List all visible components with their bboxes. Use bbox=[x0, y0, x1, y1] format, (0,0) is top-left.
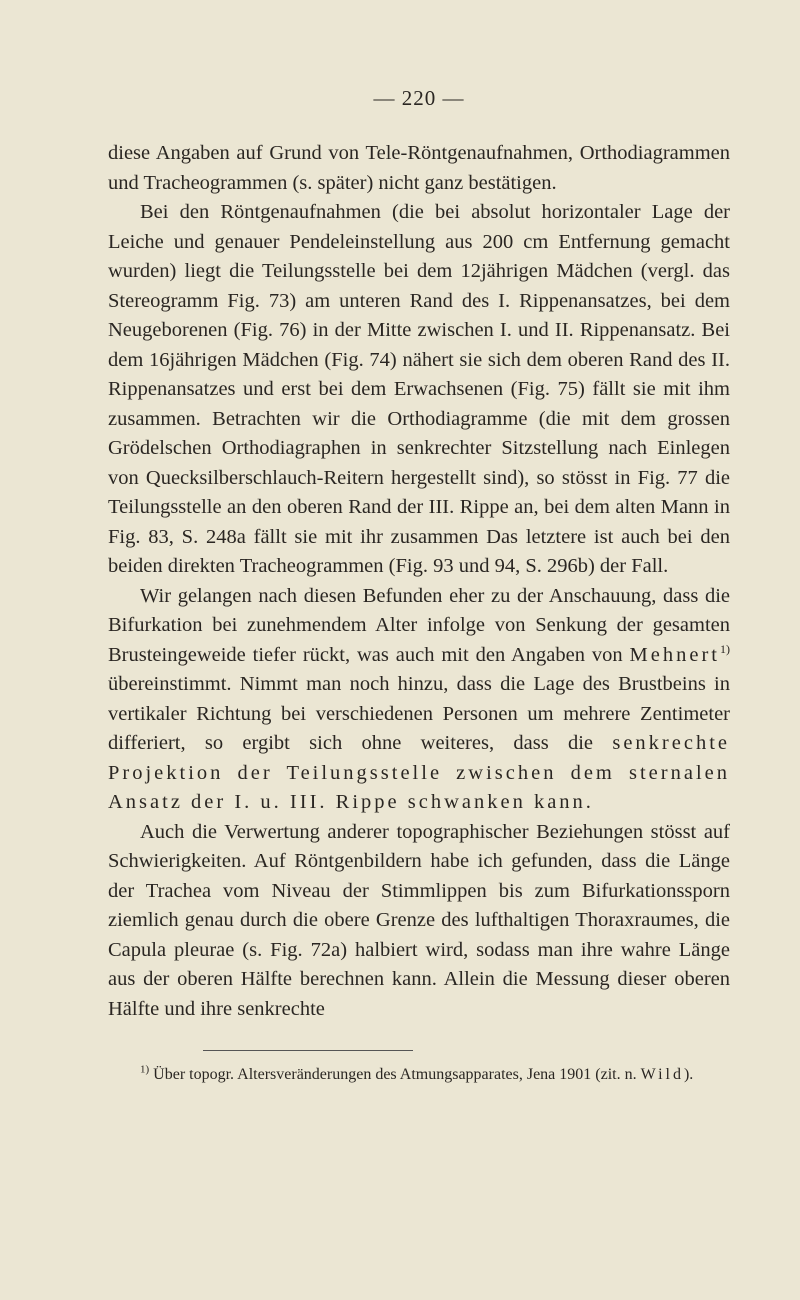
footnote-mark: 1) bbox=[140, 1063, 150, 1076]
footnote-reference: 1) bbox=[720, 641, 730, 656]
paragraph-3-part-b: übereinstimmt. Nimmt man noch hinzu, dass die Lage des Brustbeins in vertikaler Richtung bei verschiedenen Personen um mehrere Zentimeter differiert, so ergibt sich ohne weiteres, dass die bbox=[108, 673, 730, 754]
footnote-divider bbox=[203, 1050, 413, 1051]
footnote-author-wild: Wild bbox=[640, 1066, 684, 1083]
paragraph-3-part-a: Wir gelangen nach diesen Befunden eher zu der Anschauung, dass die Bifurkation bei zunehmendem Alter infolge von Senkung der gesamten Brusteingeweide tiefer rückt, was auch mit den Angaben von bbox=[108, 584, 730, 666]
paragraph-3 bbox=[108, 582, 730, 818]
footnote-end: ). bbox=[683, 1066, 694, 1083]
footnote-text: Über topogr. Altersveränderungen des Atmungsapparates, Jena 1901 (zit. n. bbox=[153, 1066, 641, 1083]
paragraph-4: Auch die Verwertung anderer topographischer Beziehungen stösst auf Schwierigkeiten. Auf Röntgenbildern habe ich gefunden, dass die Länge der Trachea vom Niveau der Stimmlippen bis zum Bifurkationssporn ziemlich genau durch die obere Grenze des lufthaltigen Thoraxraumes, die Capula pleurae (s. Fig. 72a) halbiert wird, sodass man ihre wahre Länge aus der oberen Hälfte berechnen kann. Allein die Messung dieser oberen Hälfte und ihre senkrechte bbox=[108, 820, 730, 1020]
author-name-mehnert: Mehnert bbox=[629, 643, 720, 666]
body-text bbox=[108, 139, 730, 1024]
paragraph-2: Bei den Röntgenaufnahmen (die bei absolut horizontaler Lage der Leiche und genauer Pendeleinstellung aus 200 cm Entfernung gemacht wurden) liegt die Teilungsstelle bei dem 12jährigen Mädchen (vergl. das Stereogramm Fig. 73) am unteren Rand des I. Rippenansatzes, bei dem Neugeborenen (Fig. 76) in der Mitte zwischen I. und II. Rippenansatz. Bei dem 16jährigen Mädchen (Fig. 74) nähert sie sich dem oberen Rand des II. Rippenansatzes und erst bei dem Erwachsenen (Fig. 75) fällt sie mit ihm zusammen. Betrachten wir die Orthodiagramme (die mit dem grossen Grödelschen Orthodiagraphen in senkrechter Sitzstellung nach Einlegen von Quecksilberschlauch-Reitern hergestellt sind), so stösst in Fig. 77 die Teilungsstelle an den oberen Rand der III. Rippe an, bei dem alten Mann in Fig. 83, S. 248a fällt sie mit ihr zusammen Das letztere ist auch bei den beiden direkten Tracheogrammen (Fig. 93 und 94, S. 296b) der Fall. bbox=[108, 201, 730, 577]
footnote bbox=[108, 1063, 730, 1086]
page-number: — 220 — bbox=[373, 86, 465, 110]
paragraph-1: diese Angaben auf Grund von Tele-Röntgenaufnahmen, Orthodiagrammen und Tracheogrammen (s. später) nicht ganz bestätigen. bbox=[108, 142, 730, 194]
emphasized-conclusion: senkrechte Projektion der Teilungsstelle zwischen dem sternalen Ansatz der I. u. III. Rippe schwanken kann. bbox=[108, 732, 730, 813]
